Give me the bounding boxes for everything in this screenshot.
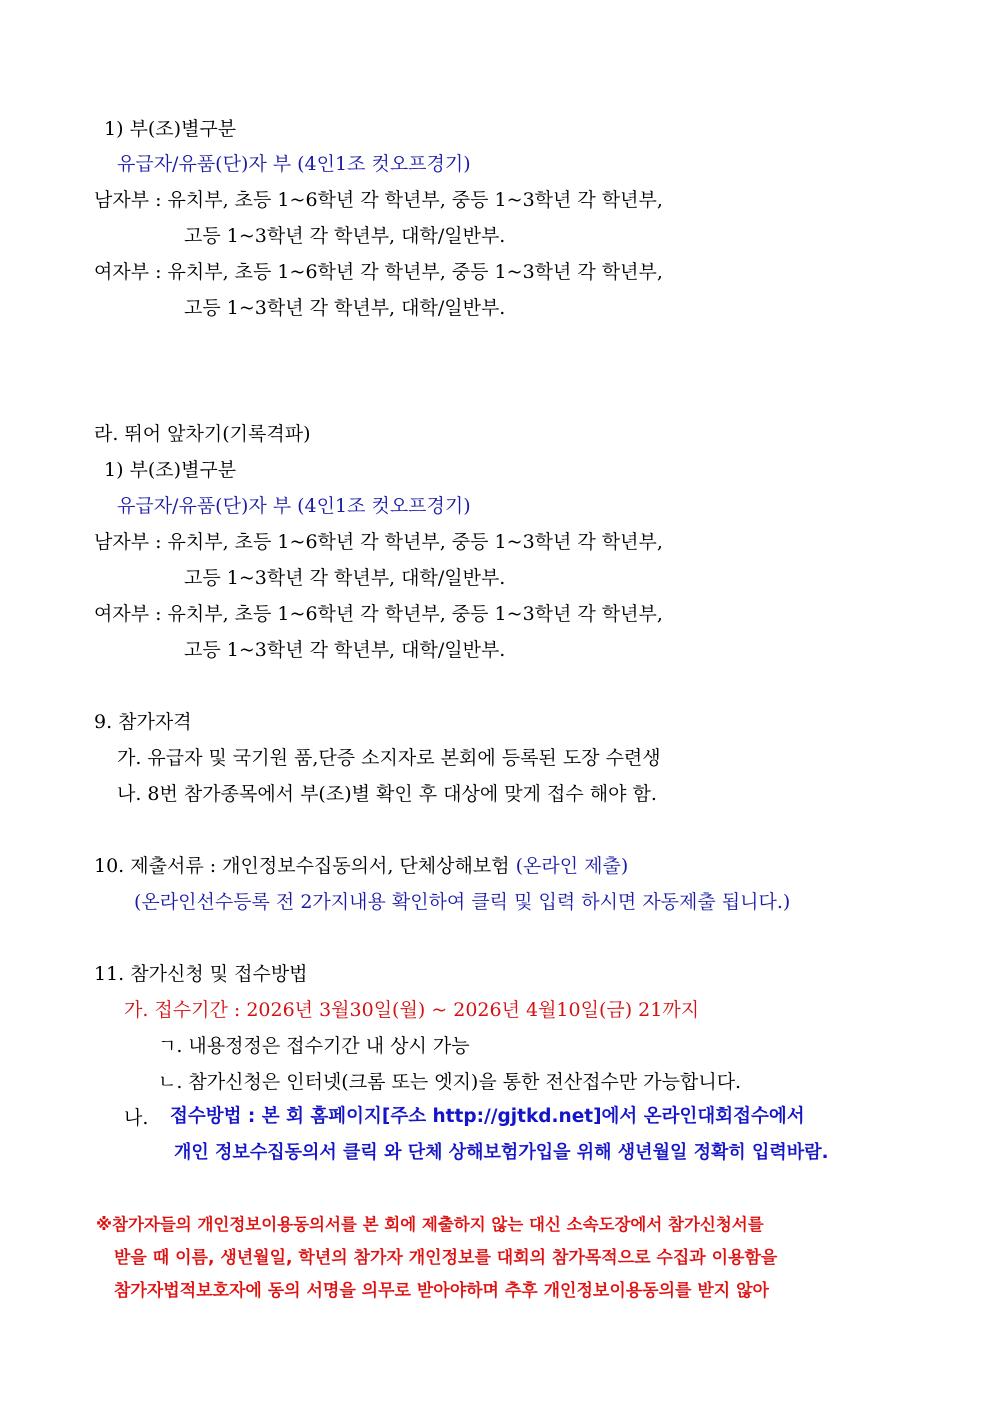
registration-period: 가. 접수기간 : 2026년 3월30일(월) ~ 2026년 4월10일(금) 21까지: [124, 999, 700, 1021]
section-9-title: 9. 참가자격: [94, 711, 192, 733]
male-division-line-1: 남자부 : 유치부, 초등 1~6학년 각 학년부, 중등 1~3학년 각 학년부,: [94, 189, 663, 211]
sub-heading-division: 1) 부(조)별구분: [104, 118, 237, 140]
privacy-notice-line-2: 받을 때 이름, 생년월일, 학년의 참가자 개인정보를 대회의 참가목적으로 수집과 이용함을: [114, 1248, 778, 1268]
sub-heading-division: 1) 부(조)별구분: [104, 459, 237, 481]
category-line: 유급자/유품(단)자 부 (4인1조 컷오프경기): [117, 153, 471, 175]
female-division-line-1: 여자부 : 유치부, 초등 1~6학년 각 학년부, 중등 1~3학년 각 학년부,: [94, 261, 663, 283]
male-division-line-1: 남자부 : 유치부, 초등 1~6학년 각 학년부, 중등 1~3학년 각 학년부,: [94, 531, 663, 553]
section-10-title: [94, 854, 628, 878]
privacy-notice-line-1: ※참가자들의 개인정보이용동의서를 본 회에 제출하지 않는 대신 소속도장에서 참가신청서를: [96, 1215, 764, 1234]
eligibility-item-ga: 가. 유급자 및 국기원 품,단증 소지자로 본회에 등록된 도장 수련생: [117, 747, 661, 769]
female-division-line-2: 고등 1~3학년 각 학년부, 대학/일반부.: [184, 297, 506, 319]
online-submission-note: (온라인 제출): [515, 855, 629, 877]
method-line-2: 개인 정보수집동의서 클릭 와 단체 상해보험가입을 위해 생년월일 정확히 입력바람.: [174, 1142, 829, 1163]
section-ra-title: 라. 뛰어 앞차기(기록격파): [94, 423, 311, 445]
documents-list: 10. 제출서류 : 개인정보수집동의서, 단체상해보험: [94, 855, 510, 877]
category-line: 유급자/유품(단)자 부 (4인1조 컷오프경기): [117, 495, 471, 517]
male-division-line-2: 고등 1~3학년 각 학년부, 대학/일반부.: [184, 567, 506, 589]
method-line-1: 접수방법 : 본 회 홈페이지[주소 http://gjtkd.net]에서 온라인대회접수에서: [170, 1106, 805, 1127]
registration-sub-g: ㄱ. 내용정정은 접수기간 내 상시 가능: [158, 1035, 470, 1057]
method-label: 나.: [124, 1107, 149, 1129]
female-division-line-1: 여자부 : 유치부, 초등 1~6학년 각 학년부, 중등 1~3학년 각 학년부,: [94, 603, 663, 625]
registration-sub-n: ㄴ. 참가신청은 인터넷(크롬 또는 엣지)을 통한 전산접수만 가능합니다.: [158, 1071, 742, 1093]
section-11-title: 11. 참가신청 및 접수방법: [94, 963, 308, 985]
privacy-notice-line-3: 참가자법적보호자에 동의 서명을 의무로 받아야하며 추후 개인정보이용동의를 받지 않아: [114, 1281, 769, 1301]
online-registration-note: (온라인선수등록 전 2가지내용 확인하여 클릭 및 입력 하시면 자동제출 됩니다.): [134, 891, 791, 913]
eligibility-item-na: 나. 8번 참가종목에서 부(조)별 확인 후 대상에 맞게 접수 해야 함.: [117, 783, 657, 805]
male-division-line-2: 고등 1~3학년 각 학년부, 대학/일반부.: [184, 225, 506, 247]
female-division-line-2: 고등 1~3학년 각 학년부, 대학/일반부.: [184, 639, 506, 661]
